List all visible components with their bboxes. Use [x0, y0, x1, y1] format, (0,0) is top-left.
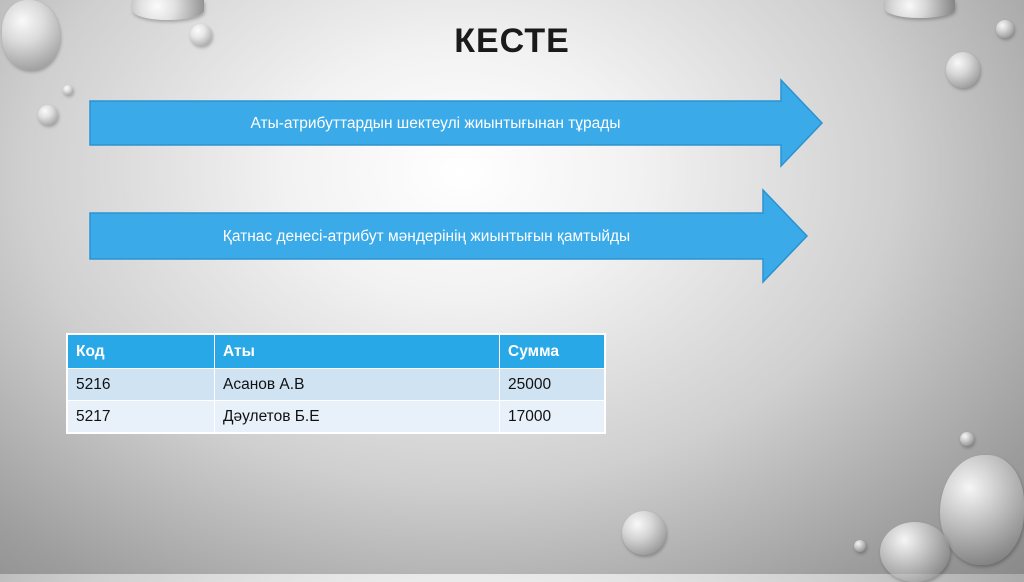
arrow-shape-1 [90, 80, 824, 166]
data-table [66, 333, 606, 434]
arrow-label: Қатнас денесі-атрибут мәндерінің жиынтығын қамтыйды [222, 228, 631, 245]
water-drop-decoration [63, 85, 73, 95]
water-drop-decoration [940, 455, 1024, 565]
table-cell: Дәулетов Б.Е [215, 401, 500, 434]
water-drop-decoration [132, 0, 204, 20]
arrow-label: Аты-атрибуттардын шектеулі жиынтығынан тұрады [250, 115, 621, 132]
water-drop-decoration [960, 432, 974, 446]
table-cell: 5217 [67, 401, 215, 434]
arrow-shape-2 [90, 190, 810, 282]
water-drop-decoration [854, 540, 866, 552]
water-drop-decoration [38, 105, 58, 125]
column-header-code: Код [67, 334, 215, 369]
table-cell: Асанов А.В [215, 369, 500, 401]
table-cell: 25000 [500, 369, 606, 401]
water-drop-decoration [880, 522, 950, 582]
water-drop-decoration [885, 0, 955, 18]
table-row [67, 401, 605, 434]
table-cell: 17000 [500, 401, 606, 434]
column-header-sum: Сумма [500, 334, 606, 369]
page-title: КЕСТЕ [454, 22, 570, 60]
column-header-name: Аты [215, 334, 500, 369]
water-drop-decoration [622, 511, 666, 555]
table-cell: 5216 [67, 369, 215, 401]
table-row [67, 369, 605, 401]
table-header-row [67, 334, 605, 369]
